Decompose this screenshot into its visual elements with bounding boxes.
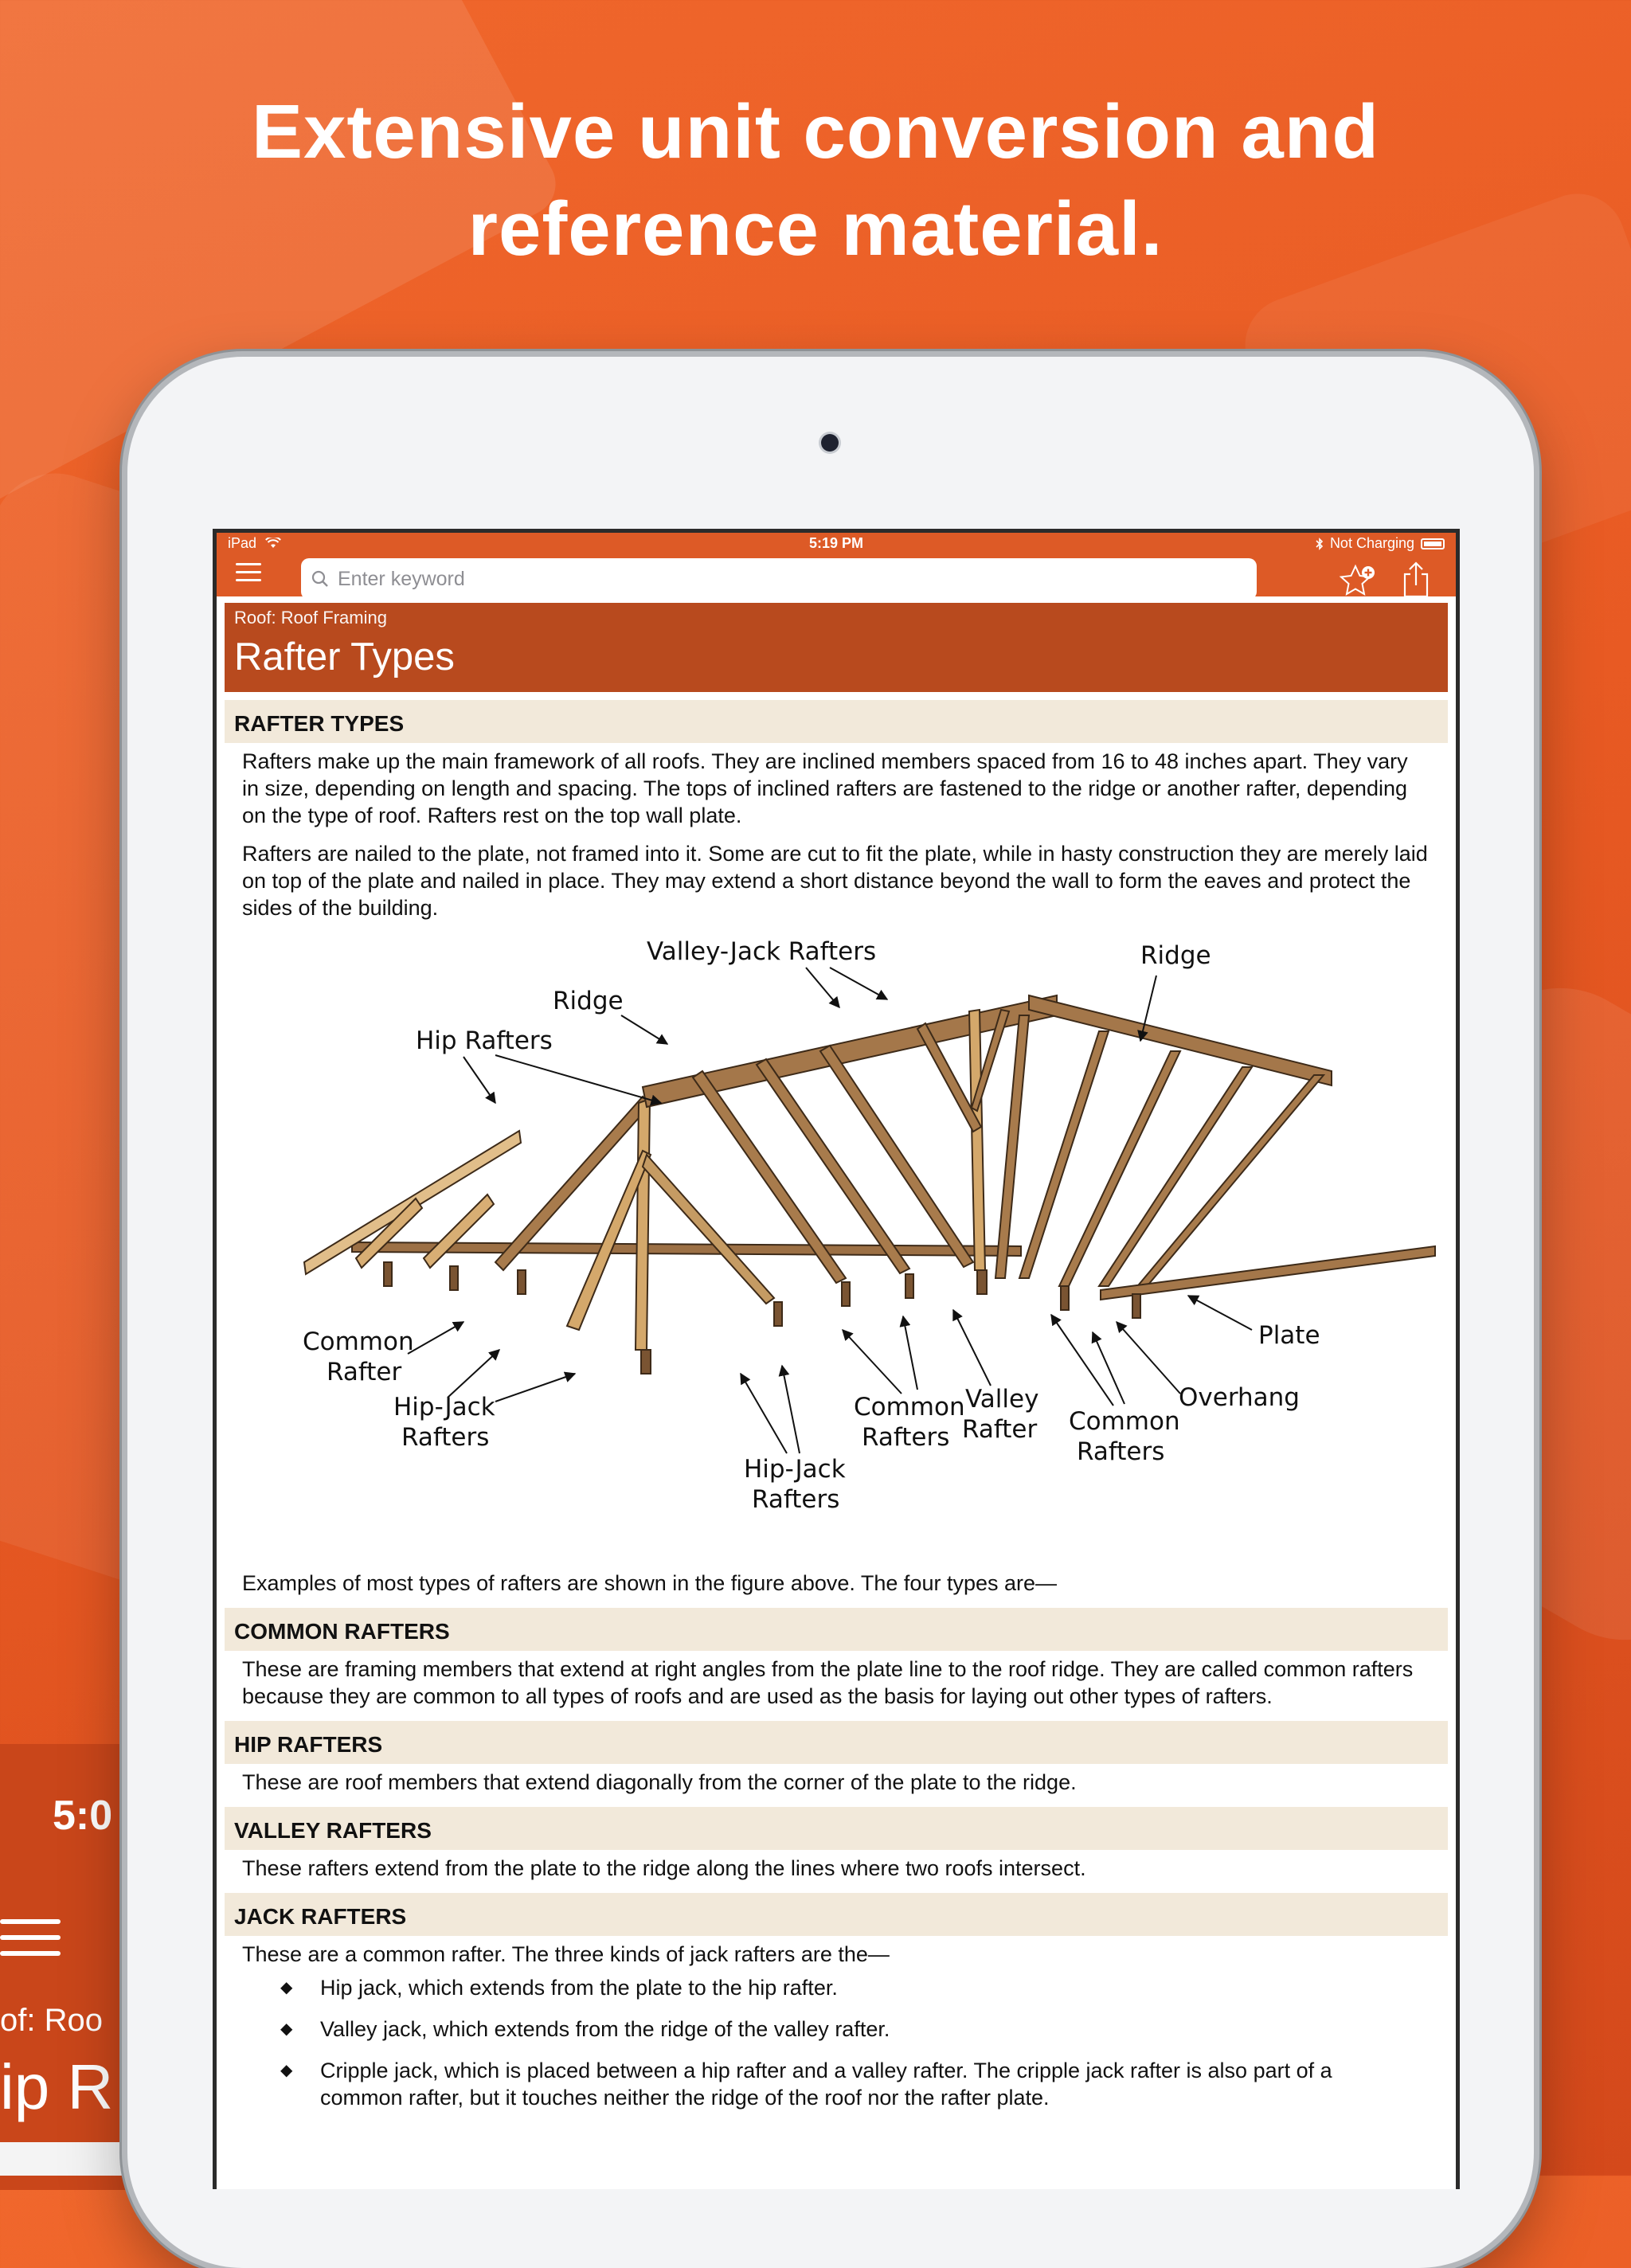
common-rafter bbox=[1019, 1031, 1109, 1278]
rafter-tail bbox=[384, 1262, 392, 1286]
rafter-tail bbox=[774, 1302, 782, 1326]
label-valley-jack-rafters: Valley-Jack Rafters bbox=[647, 937, 877, 966]
hip-rafter bbox=[636, 1099, 650, 1350]
label-hip-jack-2: Rafters bbox=[401, 1423, 490, 1452]
rafter-tail bbox=[977, 1270, 987, 1294]
rafter-tail bbox=[518, 1270, 526, 1294]
paragraph: Rafters are nailed to the plate, not framed into it. Some are cut to fit the plate, while in hasty construction they are merely laid on top of the plate and nailed in place. They may extend a short distance beyond the wall to form the eaves and protect the sides of the building. bbox=[242, 842, 1428, 920]
bluetooth-icon bbox=[1316, 538, 1324, 550]
rafter-tail bbox=[842, 1282, 850, 1306]
rafter-types-figure bbox=[225, 928, 1448, 1565]
hip-jack-rafter bbox=[643, 1155, 774, 1304]
breadcrumb[interactable]: Roof: Roof Framing bbox=[234, 608, 387, 628]
paragraph: Rafters make up the main framework of all roofs. They are inclined members spaced from 16 to 48 inches apart. They vary in size, depending on length and spacing. The tops of inclined rafters are fastened to the ridge or another rafter, depending on the type of roof. Rafters rest on the top wall plate. bbox=[242, 749, 1408, 827]
paragraph: These rafters extend from the plate to the ridge along the lines where two roofs intersect. bbox=[242, 1856, 1086, 1880]
label-common-rafters-right-1: Common bbox=[1069, 1407, 1180, 1436]
rafter-tail bbox=[641, 1350, 651, 1374]
background-device-clock: 5:0 bbox=[53, 1793, 113, 1839]
label-hip-rafters: Hip Rafters bbox=[416, 1026, 553, 1055]
section-heading-rafter-types: RAFTER TYPES bbox=[225, 700, 1448, 743]
section-body-hip-rafters bbox=[225, 1764, 1448, 1807]
search-input[interactable] bbox=[336, 567, 1215, 592]
rafter-diagram bbox=[225, 928, 1448, 1565]
label-hip-jack-bottom-2: Rafters bbox=[752, 1485, 840, 1514]
background-breadcrumb: of: Roo bbox=[0, 2003, 103, 2038]
battery-icon bbox=[1421, 538, 1445, 549]
paragraph: These are a common rafter. The three kinds of jack rafters are the— bbox=[242, 1942, 890, 1966]
promo-headline: Extensive unit conversion and reference material. bbox=[251, 89, 1380, 272]
article-content bbox=[225, 700, 1448, 2138]
list-item: ◆ Valley jack, which extends from the ridge of the valley rafter. bbox=[280, 2016, 1416, 2043]
section-heading-jack-rafters: JACK RAFTERS bbox=[225, 1893, 1448, 1936]
label-common-rafters-mid-1: Common bbox=[854, 1393, 965, 1421]
label-common-rafters-mid-2: Rafters bbox=[862, 1423, 950, 1452]
section-heading-common-rafters: COMMON RAFTERS bbox=[225, 1608, 1448, 1651]
rafter-tail bbox=[1132, 1294, 1140, 1318]
share-button[interactable] bbox=[1400, 560, 1432, 600]
section-heading-hip-rafters: HIP RAFTERS bbox=[225, 1721, 1448, 1764]
background-title: ip R bbox=[0, 2051, 114, 2122]
paragraph: Examples of most types of rafters are shown in the figure above. The four types are— bbox=[242, 1571, 1058, 1595]
label-hip-jack-1: Hip-Jack bbox=[393, 1393, 495, 1421]
list-item: ◆ Cripple jack, which is placed between a hip rafter and a valley rafter. The cripple jack rafter is also part of a common rafter, but it touches neither the ridge of the roof nor the rafter plate. bbox=[280, 2057, 1416, 2111]
label-common-rafter-1: Common bbox=[303, 1328, 414, 1356]
favorite-add-button[interactable] bbox=[1338, 561, 1378, 601]
common-rafter bbox=[1059, 1051, 1180, 1286]
page-header bbox=[225, 603, 1448, 692]
valley-rafter bbox=[969, 1010, 985, 1270]
paragraph: These are framing members that extend at right angles from the plate line to the roof ridge. They are called common rafters because they are common to all types of roofs and are used as the basis for laying out other types of rafters. bbox=[242, 1657, 1414, 1708]
section-body-jack-rafters bbox=[225, 1936, 1448, 2138]
menu-button[interactable] bbox=[236, 563, 261, 585]
charging-status: Not Charging bbox=[1329, 535, 1414, 551]
common-rafter bbox=[757, 1059, 909, 1273]
ridge bbox=[1029, 995, 1332, 1085]
label-overhang: Overhang bbox=[1179, 1383, 1300, 1412]
section-body-common-rafters bbox=[225, 1651, 1448, 1721]
label-common-rafter-2: Rafter bbox=[327, 1358, 402, 1386]
status-time: 5:19 PM bbox=[808, 535, 864, 551]
label-valley-1: Valley bbox=[965, 1385, 1039, 1414]
device-name: iPad bbox=[228, 535, 257, 551]
status-right bbox=[1316, 535, 1445, 552]
section-body-rafter-types bbox=[225, 743, 1448, 1608]
label-hip-jack-bottom-1: Hip-Jack bbox=[744, 1455, 846, 1484]
label-valley-2: Rafter bbox=[962, 1415, 1038, 1444]
front-camera bbox=[821, 434, 839, 452]
background-device-content bbox=[0, 2142, 140, 2176]
background-menu-icon bbox=[0, 1919, 61, 1967]
paragraph: These are roof members that extend diagonally from the corner of the plate to the ridge. bbox=[242, 1770, 1077, 1794]
label-ridge-left: Ridge bbox=[553, 987, 624, 1015]
label-common-rafters-right-2: Rafters bbox=[1077, 1437, 1165, 1466]
rafter-tail bbox=[905, 1274, 913, 1298]
page-title: Rafter Types bbox=[234, 635, 455, 678]
common-rafter bbox=[995, 1015, 1029, 1278]
label-ridge-right: Ridge bbox=[1140, 941, 1211, 970]
hip-jack-rafter bbox=[424, 1195, 494, 1268]
app-screen bbox=[213, 529, 1460, 2189]
jack-rafter-list bbox=[225, 1974, 1448, 2133]
section-heading-valley-rafters: VALLEY RAFTERS bbox=[225, 1807, 1448, 1850]
rafter-tail bbox=[1061, 1286, 1069, 1310]
rafter-tail bbox=[450, 1266, 458, 1290]
section-body-valley-rafters bbox=[225, 1850, 1448, 1893]
search-bar[interactable] bbox=[301, 558, 1257, 600]
status-bar bbox=[217, 533, 1456, 552]
search-icon bbox=[309, 568, 331, 590]
list-item: ◆ Hip jack, which extends from the plate to the hip rafter. bbox=[280, 1974, 1416, 2001]
label-plate: Plate bbox=[1258, 1321, 1320, 1350]
nav-bar bbox=[217, 552, 1456, 596]
common-rafter bbox=[1131, 1075, 1324, 1294]
